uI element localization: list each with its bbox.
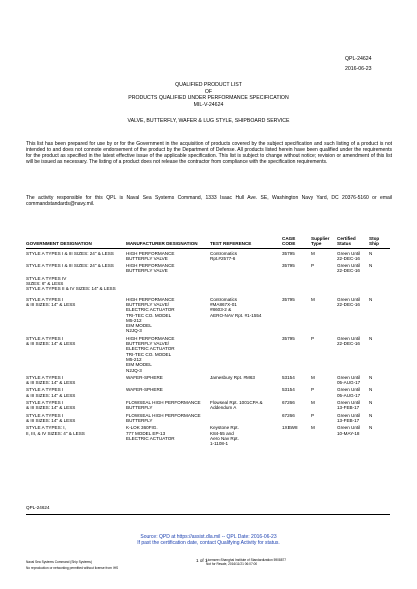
cell-test-reference: Contromatics #MA867X-01 #8603-2 & AERO-NAV Rpt. #1-1554	[210, 296, 262, 318]
cell-cage-code: 53154	[282, 387, 295, 393]
cell-designation: STYLE A TYPES IV SIZES: 6" & LESS STYLE A TYPES II & IV SIZES: 14" & LESS	[26, 275, 116, 292]
cell-test-reference	[210, 385, 282, 398]
cell-designation: STYLE A TYPES I & III SIZES: 14" & LESS	[26, 374, 76, 386]
cell-supplier-type: M	[311, 296, 315, 302]
cell-certified-status: Green Until 05-AUG-17	[337, 374, 361, 386]
header-certified-status: Certified Status	[337, 236, 369, 248]
cell-designation: STYLE A TYPES I & III SIZES: 14" & LESS	[26, 400, 76, 411]
table-row	[26, 274, 390, 292]
footer-qpl-id: QPL-24624	[26, 505, 50, 510]
cell-supplier-type	[311, 274, 337, 292]
table-row	[26, 411, 390, 424]
cell-stop-ship: N	[369, 412, 373, 418]
cell-certified-status: Green Until 10-MAY-18	[337, 425, 361, 436]
cell-manufacturer: HIGH PERFORMANCE BUTTERFLY VALVE/ ELECTRIC ACTUATOR TRI-TEC CO. MODEL M5-212 EIM MODEL N2JQ-3	[126, 335, 175, 373]
title-line-3: PRODUCTS QUALIFIED UNDER PERFORMANCE SPECIFICATION	[128, 95, 289, 102]
cell-stop-ship: N	[369, 425, 373, 431]
publisher-line: Naval Sea Systems Command (Ship Systems)	[26, 560, 92, 564]
spec-subtitle: VALVE, BUTTERFLY, WAFER & LUG STYLE, SHIPBOARD SERVICE	[127, 118, 290, 124]
cell-test-reference: Jamesbury Rpt. #M63	[210, 374, 255, 380]
cell-manufacturer: FLOWSEAL HIGH PERFORMANCE BUTTERFLY	[126, 400, 201, 411]
table-row	[26, 292, 390, 334]
cell-manufacturer: HIGH PERFORMANCE BUTTERFLY VALVE/ ELECTRIC ACTUATOR TRI-TEC CO. MODEL M5-212 EIM MODEL N2JQ-3	[126, 296, 175, 334]
cell-stop-ship: N	[369, 263, 373, 269]
resale-line: Not for Resale, 2016/11/21 06:07:00	[206, 562, 258, 566]
cell-cage-code: 35795	[282, 250, 295, 256]
header-cage-code: CAGE CODE	[282, 236, 311, 248]
cell-manufacturer: WAFER-SPHERE	[126, 387, 163, 393]
cell-designation: STYLE A TYPES: I, II, III, & IV SIZES: 4" & LESS	[26, 425, 85, 436]
cell-test-reference: Keystone Rpt. K84-55 and Aero Nav Rpt. 1-1108-1	[210, 425, 239, 447]
source-link[interactable]: Source: QPD at https://assist.dla.mil -- QPL Date: 2016-06-23	[140, 534, 277, 540]
cell-manufacturer: K-LOK 360FIG. 777 MODEL EP-13 ELECTRIC ACTUATOR	[126, 425, 175, 441]
table-row	[26, 423, 390, 446]
cell-designation: STYLE A TYPES I & III SIZES: 24" & LESS	[26, 263, 114, 269]
cell-supplier-type: M	[311, 400, 315, 406]
cell-test-reference: Flowseal Rpt. 1001CPA & Addendum A	[210, 400, 263, 411]
cell-manufacturer: FLOWSEAL HIGH PERFORMANCE BUTTERFLY	[126, 412, 201, 423]
cell-supplier-type: P	[311, 387, 315, 393]
cell-certified-status	[337, 274, 369, 292]
table-row	[26, 248, 390, 261]
header-test-reference: TEST REFERENCE	[210, 236, 282, 248]
certification-note: If past the certification date, contact Qualifying Activity for status.	[137, 540, 280, 546]
cell-manufacturer	[126, 274, 210, 292]
cell-test-reference	[210, 334, 282, 373]
activity-paragraph: The activity responsible for this QPL is Naval Sea Systems Command, 1333 Isaac Hull Ave. SE, Washington Navy Yard, DC 20376-5160 or email commandstandards@navy.mil.	[26, 195, 392, 207]
table-row	[26, 334, 390, 373]
cell-designation: STYLE A TYPES I & III SIZES: 14" & LESS	[26, 412, 76, 423]
qpl-table	[26, 236, 390, 446]
page-number: 1 of 1	[196, 558, 208, 563]
title-line-1: QUALIFIED PRODUCT LIST	[175, 82, 242, 88]
cell-supplier-type: M	[311, 374, 315, 380]
cell-cage-code: 53154	[282, 374, 295, 380]
cell-cage-code: 1XBW8	[282, 425, 298, 431]
header-designation: GOVERNMENT DESIGNATION	[26, 236, 126, 248]
footer-divider	[26, 514, 390, 515]
cell-stop-ship: N	[369, 374, 373, 380]
title-block	[0, 82, 417, 108]
cell-designation: STYLE A TYPES I & III SIZES: 14" & LESS	[26, 296, 76, 307]
table-row	[26, 385, 390, 398]
cell-stop-ship: N	[369, 400, 373, 406]
title-line-2: OF	[204, 88, 213, 95]
cell-certified-status: Green Until 22-DEC-16	[337, 335, 361, 347]
licensee-line: Licensee=Shanghai Institute of Standardization 5908877	[206, 558, 287, 562]
cell-supplier-type: M	[311, 250, 315, 256]
cell-stop-ship: N	[369, 387, 373, 393]
cell-cage-code: 67266	[282, 412, 295, 418]
cell-stop-ship: N	[369, 296, 373, 302]
cell-supplier-type: P	[311, 335, 315, 341]
cell-stop-ship: N	[369, 250, 373, 256]
header-manufacturer: MANUFACTURER DESIGNATION	[126, 236, 210, 248]
cell-stop-ship	[369, 274, 390, 292]
cell-cage-code: 67266	[282, 400, 295, 406]
qpl-date: 2016-06-23	[345, 66, 372, 72]
cell-manufacturer: HIGH PERFORMANCE BUTTERFLY VALVE	[126, 250, 175, 261]
header-supplier-type: Supplier Type	[311, 236, 337, 248]
cell-certified-status: Green Until 13-FEB-17	[337, 400, 361, 411]
cell-supplier-type: P	[311, 263, 315, 269]
cell-supplier-type: M	[311, 425, 315, 431]
cell-test-reference	[210, 274, 282, 292]
cell-test-reference: Contromatics Rpt.#2577-6	[210, 250, 238, 261]
cell-designation: STYLE A TYPES I & III SIZES: 14" & LESS	[26, 335, 76, 347]
cell-test-reference	[210, 261, 282, 274]
qpl-number: QPL-24624	[345, 56, 372, 62]
cell-designation: STYLE A TYPES I & III SIZES: 24" & LESS	[26, 250, 114, 256]
cell-certified-status: Green Until 13-FEB-17	[337, 412, 361, 423]
reproduction-notice: No reproduction or networking permitted without license from IHS	[26, 566, 119, 570]
cell-certified-status: Green Until 22-DEC-16	[337, 296, 361, 307]
disclaimer-paragraph: This list has been prepared for use by or for the Government in the acquisition of products covered by the subject specification and such listing of a product is not intended to and does not connote endorsement of the product by the Department of Defense. All products listed herein have been qualified under the requirements for the product as specified in the latest effective issue of the applicable specification. This list is subject to change without notice; revision or amendment of this list will be issued as necessary. The listing of a product does not release the contractor from compliance with the specification requirements.	[26, 141, 392, 165]
table-row	[26, 398, 390, 411]
cell-stop-ship: N	[369, 335, 373, 341]
cell-cage-code: 35795	[282, 263, 295, 269]
table-header-row	[26, 236, 390, 248]
title-line-4: MIL-V-24624	[193, 101, 224, 108]
cell-supplier-type: P	[311, 412, 315, 418]
table-row	[26, 261, 390, 274]
cell-cage-code: 35795	[282, 296, 295, 302]
source-notice	[0, 534, 417, 546]
cell-designation: STYLE A TYPES I & III SIZES: 14" & LESS	[26, 387, 76, 398]
cell-certified-status: Green Until 05-AUG-17	[337, 387, 361, 398]
cell-test-reference	[210, 411, 282, 424]
table-row	[26, 373, 390, 386]
cell-manufacturer: HIGH PERFORMANCE BUTTERFLY VALVE	[126, 263, 175, 274]
cell-cage-code	[282, 274, 311, 292]
licensee-notice	[206, 558, 326, 566]
header-stop-ship: Stop Ship	[369, 236, 390, 248]
cell-certified-status: Green Until 22-DEC-16	[337, 263, 361, 274]
cell-certified-status: Green Until 22-DEC-16	[337, 250, 361, 261]
cell-manufacturer: WAFER-SPHERE	[126, 374, 163, 380]
cell-cage-code: 35795	[282, 335, 295, 341]
